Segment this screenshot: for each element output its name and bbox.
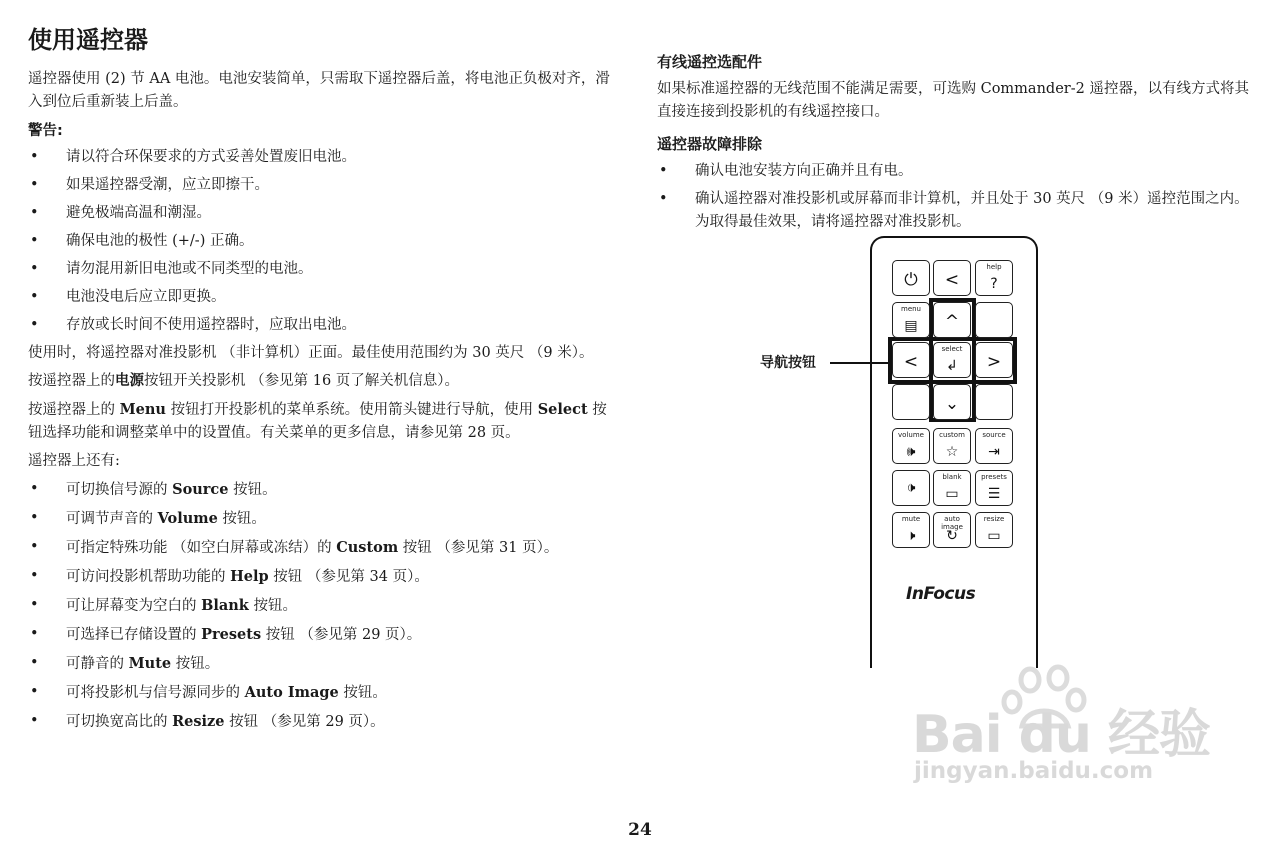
mute-icon: 🕨 [906,528,916,544]
right-column [657,46,1257,239]
feature-term: Mute [128,655,172,672]
feature-item [28,681,618,705]
warning-list [28,146,618,337]
nav-callout-label: 导航按钮 [760,355,816,371]
text-run: 按钮。 [338,685,387,701]
text-run: 按钮。 [217,511,266,527]
text-run: 按遥控器上的 [28,373,115,389]
custom-button [933,428,971,464]
text-run: 按钮 （参见第 29 页）。 [224,714,385,730]
mute-button [892,512,930,548]
warning-item: • 存放或长时间不使用遥控器时，应取出电池。 [28,314,618,337]
resize-button [975,512,1013,548]
button-label: presets [981,473,1007,481]
troubleshoot-item: • 确认遥控器对准投影机或屏幕而非计算机，并且处于 30 英尺 （9 米）遥控范围之内。为取得最佳效果，请将遥控器对准投影机。 [657,188,1257,234]
text-run: 按钮。 [248,598,297,614]
troubleshoot-item: • 确认电池安装方向正确并且有电。 [657,160,1257,183]
auto-image-button [933,512,971,548]
left-button [892,342,930,378]
text-run: 按钮。 [228,482,277,498]
power-term: 电源 [115,373,144,389]
brand-logo: InFocus [906,584,976,604]
down-button [933,384,971,420]
source-icon: ⇥ [988,444,1000,460]
chevron-down-icon: ⌄ [944,394,960,414]
feature-term: Blank [201,597,249,614]
presets-button [975,470,1013,506]
button-label: mute [901,515,921,523]
feature-item [28,565,618,589]
button-label: blank [942,473,962,481]
help-icon: ? [990,276,998,292]
left-column [28,24,618,739]
page-number: 24 [628,820,652,840]
blank-button [933,470,971,506]
menu-button [892,302,930,338]
button-label: auto image [941,515,963,531]
feature-item [28,710,618,734]
enter-icon: ↲ [946,358,958,374]
warning-heading: 警告: [28,123,63,139]
text-run: 按钮开关投影机 （参见第 16 页了解关机信息）。 [144,373,460,389]
feature-term: Resize [172,713,225,730]
intro-paragraph: 遥控器使用 (2) 节 AA 电池。电池安装简单，只需取下遥控器后盖，将电池正负极对齐，滑入到位后重新装上后盖。 [28,71,610,110]
feature-item [28,594,618,618]
feature-item [28,478,618,502]
text-run: 按钮 （参见第 31 页）。 [398,540,559,556]
usage-paragraph: 使用时，将遥控器对准投影机 （非计算机）正面。最佳使用范围约为 30 英尺 （9 米）。 [28,345,594,361]
source-button [975,428,1013,464]
troubleshoot-heading: 遥控器故障排除 [657,135,763,153]
select-term: Select [537,401,588,418]
feature-term: Volume [157,510,218,527]
warning-item: • 如果遥控器受潮，应立即擦干。 [28,174,618,197]
help-button [975,260,1013,296]
blank-slot-button [975,384,1013,420]
up-button [933,302,971,338]
text-run: 可切换信号源的 [66,482,173,498]
volume-down-button [892,470,930,506]
star-icon: ☆ [945,444,959,460]
text-run: 按钮 （参见第 29 页）。 [261,627,422,643]
volume-down-icon: 🕩 [906,480,916,496]
text-run: 可调节声音的 [66,511,158,527]
text-run: 可访问投影机帮助功能的 [66,569,231,585]
text-run: 按钮 （参见第 34 页）。 [268,569,429,585]
power-icon: ⏻ [904,270,918,290]
chevron-left-icon: < [903,352,919,372]
volume-up-icon: 🕪 [906,444,916,460]
feature-item [28,623,618,647]
volume-button [892,428,930,464]
power-button [892,260,930,296]
feature-term: Auto Image [244,684,339,701]
text-run: 按钮打开投影机的菜单系统。使用箭头键进行导航，使用 [165,402,538,418]
watermark-url: jingyan.baidu.com [914,758,1154,784]
text-run: 可静音的 [66,656,129,672]
feature-item [28,652,618,676]
button-label: source [982,431,1006,439]
chevron-left-icon: < [944,270,960,290]
warning-item: • 避免极端高温和潮湿。 [28,202,618,225]
also-paragraph: 遥控器上还有: [28,453,120,469]
menu-paragraph [28,398,618,445]
feature-term: Presets [201,626,262,643]
select-button [933,342,971,378]
blank-screen-icon: ▭ [945,486,959,502]
chevron-up-icon: ^ [944,312,960,332]
watermark-logo: Bai du 经验 [912,705,1210,765]
troubleshoot-list [657,160,1257,234]
feature-term: Source [172,481,229,498]
auto-image-icon: ↻ [946,528,958,544]
text-run: 按遥控器上的 [28,402,120,418]
warning-item: • 请勿混用新旧电池或不同类型的电池。 [28,258,618,281]
text-run: 按钮。 [171,656,220,672]
feature-item [28,507,618,531]
button-label: menu [901,305,921,313]
button-label: resize [983,515,1005,523]
menu-term: Menu [119,401,166,418]
nav-callout-line [830,362,888,364]
warning-item: • 请以符合环保要求的方式妥善处置废旧电池。 [28,146,618,169]
feature-term: Help [230,568,269,585]
blank-slot-button [892,384,930,420]
text-run: 可切换宽高比的 [66,714,173,730]
menu-icon: ▤ [904,318,918,334]
blank-slot-button [975,302,1013,338]
warning-item: • 确保电池的极性 (+/-) 正确。 [28,230,618,253]
text-run: 可选择已存储设置的 [66,627,202,643]
button-label: select [941,345,963,353]
back-button [933,260,971,296]
feature-list [28,478,618,734]
button-label: volume [898,431,924,439]
chevron-right-icon: > [986,352,1002,372]
power-paragraph [28,370,618,393]
text-run: 可指定特殊功能 （如空白屏幕或冻结）的 [66,540,337,556]
page-title: 使用遥控器 [28,26,148,54]
feature-term: Custom [336,539,399,556]
right-button [975,342,1013,378]
button-label: custom [939,431,965,439]
wired-paragraph: 如果标准遥控器的无线范围不能满足需要，可选购 Commander-2 遥控器，以有线方式将其直接连接到投影机的有线遥控接口。 [657,81,1249,120]
presets-icon: ☰ [987,486,1001,502]
feature-item [28,536,618,560]
wired-heading: 有线遥控选配件 [657,53,763,71]
resize-icon: ▭ [987,528,1001,544]
text-run: 可将投影机与信号源同步的 [66,685,245,701]
text-run: 可让屏幕变为空白的 [66,598,202,614]
button-label: help [986,263,1002,271]
text-run: 按钮选择功能和调整菜单中的设置值。有关菜单的更多信息，请参见第 28 页。 [28,402,607,441]
warning-item: • 电池没电后应立即更换。 [28,286,618,309]
